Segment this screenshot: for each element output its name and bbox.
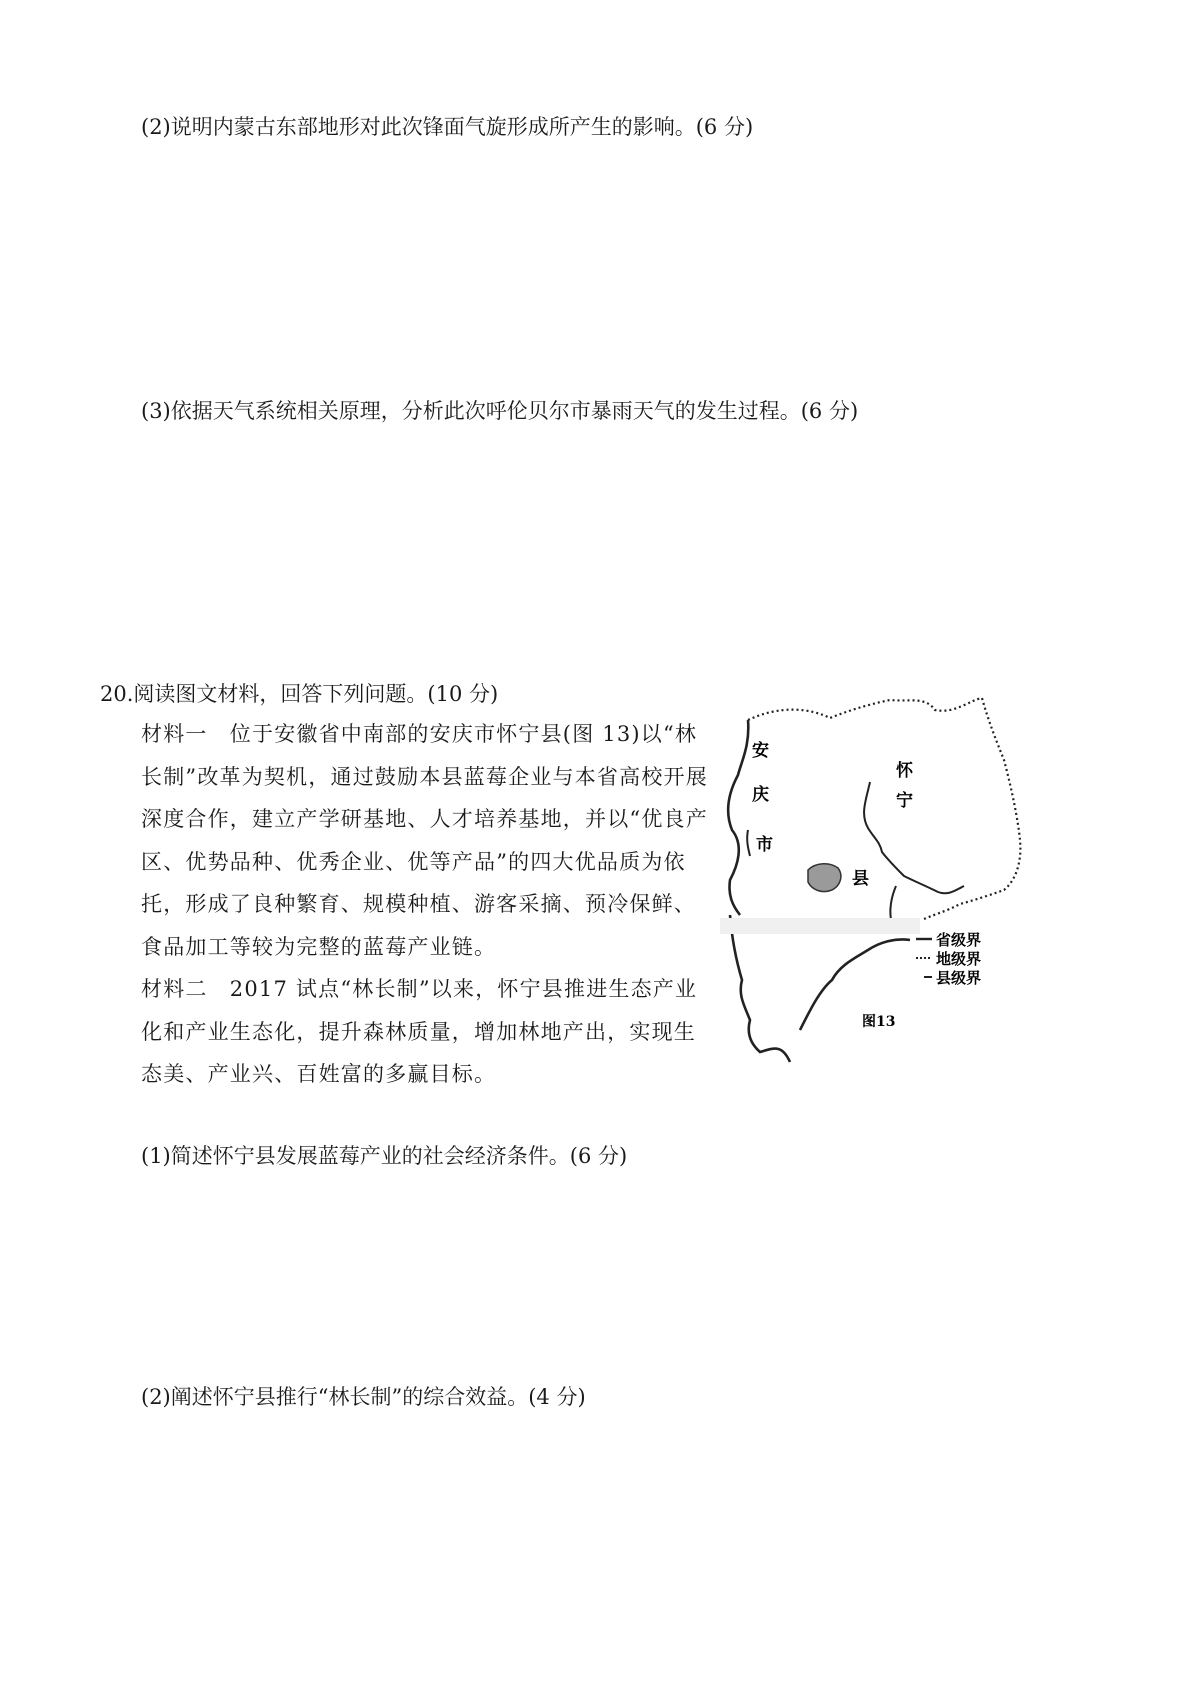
label-an: 安 [752,741,769,761]
province-boundary [748,698,1020,920]
q19-sub2-prompt: (2)说明内蒙古东部地形对此次锋面气旋形成所产生的影响。(6 分) [141,115,754,139]
label-shi: 市 [756,835,773,855]
q20-sub2-prompt: (2)阐述怀宁县推行“林长制”的综合效益。(4 分) [141,1385,586,1409]
label-ning: 宁 [896,791,913,811]
city-area [808,864,841,892]
figure-caption: 图13 [862,1014,896,1030]
q20-sub1-prompt: (1)简述怀宁县发展蓝莓产业的社会经济条件。(6 分) [141,1144,628,1168]
legend-province-label: 省级界 [936,931,982,949]
label-qing: 庆 [752,785,769,805]
legend-county-label: 县级界 [936,969,982,987]
south-boundary [730,915,790,1062]
county-boundary-3 [747,830,750,856]
legend-prefecture-label: 地级界 [936,950,982,968]
scan-noise [720,918,920,934]
q19-sub3-prompt: (3)依据天气系统相关原理，分析此次呼伦贝尔市暴雨天气的发生过程。(6 分) [141,399,859,423]
figure-13-map [720,690,1080,1100]
label-huai: 怀 [896,761,913,781]
q20-material-1: 材料一 位于安徽省中南部的安庆市怀宁县(图 13)以“林长制”改革为契机，通过鼓励本县蓝莓企业与本省高校开展深度合作，建立产学研基地、人才培养基地，并以“优良产区、优势品种、优秀企业、优等产品”的四大优品质为依托，形成了良种繁育、规模种植、游客采摘、预冷保鲜、食品加工等较为完整的蓝莓产业链。 [141,722,708,959]
label-xian: 县 [852,869,869,889]
q20-header: 20.阅读图文材料，回答下列问题。(10 分) [100,682,499,706]
county-boundary [864,782,964,893]
q20-material-2: 材料二 2017 试点“林长制”以来，怀宁县推进生态产业化和产业生态化，提升森林质量，增加林地产出，实现生态美、产业兴、百姓富的多赢目标。 [141,977,698,1086]
west-boundary [728,720,748,915]
